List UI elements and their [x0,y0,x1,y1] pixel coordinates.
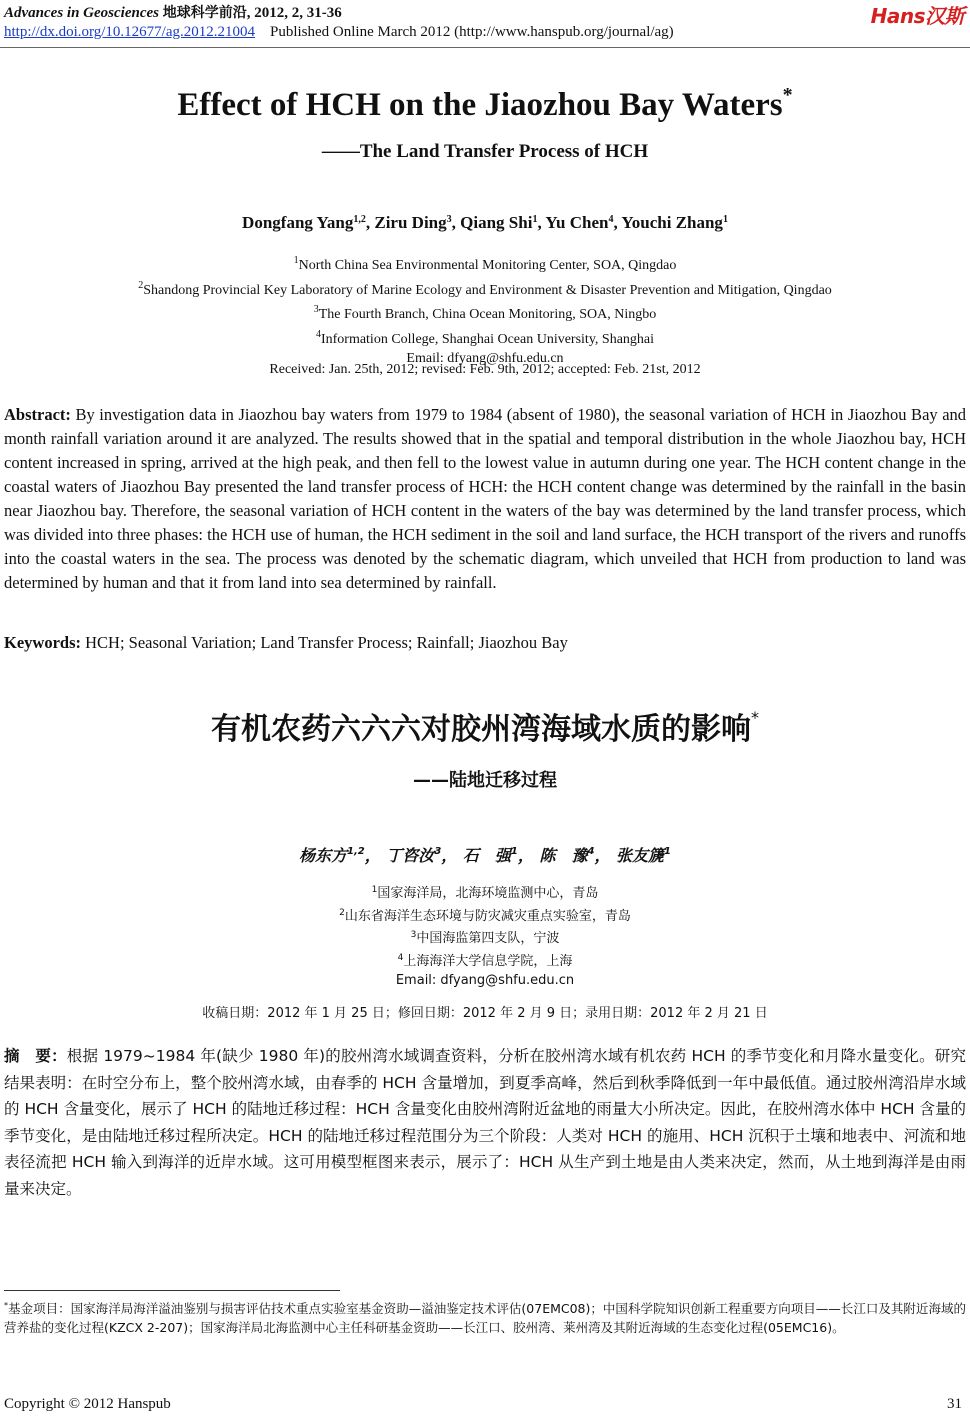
title-zh-text: 有机农药六六六对胶州湾海域水质的影响 [211,712,751,747]
author-separator: , [365,213,375,232]
title-en-mark: * [782,84,793,106]
keywords-en [4,633,966,653]
affiliation-line: $^3$中国海监第四支队，宁波 [410,930,560,946]
publisher-logo: Hans汉斯 [870,4,964,28]
author-affiliation: 1,2 [353,214,366,225]
affiliation-line: $^2$Shandong Provincial Key Laboratory of Marine Ecology and Environment & Disaster Prevention and Mitigation, Qingdao [138,279,832,298]
keywords-label: Keywords: [4,633,81,652]
affiliation-line: $^1$North China Sea Environmental Monitoring Center, SOA, Qingdao [293,255,677,273]
author-separator: , [613,213,622,232]
footnote-mark: * [4,1301,8,1310]
email-zh[interactable]: Email: dfyang@shfu.edu.cn [395,973,575,988]
affiliations-zh [0,881,970,991]
copyright: Copyright © 2012 Hanspub [4,1396,171,1412]
author-affiliation: 4 [608,214,614,225]
authors-zh: 杨东方$^{1,2}$， 丁咨汝$^3$， 石 强$^1$， 陈 豫$^4$， 张友篪$^1$ [298,846,672,865]
paper-subtitle-zh: ——陆地迁移过程 [413,770,557,791]
abstract-text: By investigation data in Jiaozhou bay waters from 1979 to 1984 (absent of 1980), the seasonal variation of HCH in Jiaozhou Bay and month rainfall variation around it are analyzed. The results showed that in the spatial and temporal distribution in the whole Jiaozhou bay, HCH content increased in spring, arrived at the high peak, and then fell to the lowest value in autumn during one year. The HCH content change in the coastal waters of Jiaozhou Bay presented the land transfer process of HCH: the HCH content change was determined by the rainfall in the basin near Jiaozhou bay. Therefore, the seasonal variation of HCH content in the waters of the bay was determined by the land transfer process, which was divided into three phases: the HCH use of human, the HCH sediment in the soil and land surface, the HCH transport of the rivers and runoffs into the coastal waters in the sea. The process was denoted by the schematic diagram, which unveiled that HCH from production to land was determined by human and that it from land into sea determined by rainfall. [4,405,967,592]
author-name: Qiang Shi [460,213,533,232]
journal-header [4,2,342,22]
affiliation-line: $^4$上海海洋大学信息学院，上海 [397,952,573,969]
author-name: Youchi Zhang [621,213,723,232]
title-en-text: Effect of HCH on the Jiaozhou Bay Waters [177,87,783,123]
abstract-zh [4,1043,966,1202]
author-name: 丁咨汝 [386,846,435,865]
received-dates-en: Received: Jan. 25th, 2012; revised: Feb. 9th, 2012; accepted: Feb. 21st, 2012 [269,362,701,377]
affiliation-line: $^1$国家海洋局，北海环境监测中心，青岛 [371,885,599,901]
keywords-text: HCH; Seasonal Variation; Land Transfer Process; Rainfall; Jiaozhou Bay [85,633,568,652]
author-name: 陈 豫 [539,846,588,865]
footnote-text: 基金项目：国家海洋局海洋溢油鉴别与损害评估技术重点实验室基金资助—溢油鉴定技术评估(07EMC08)；中国科学院知识创新工程重要方向项目——长江口及其附近海域的营养盐的变化过程(KZCX 2-207)；国家海洋局北海监测中心主任科研基金资助——长江口、胶州湾、莱州湾及其附近海域的生态变化过程(05EMC16)。 [4,1301,966,1335]
affiliations-en [0,251,970,369]
author-separator: , [537,213,546,232]
paper-title-zh [0,704,970,748]
affiliation-line: $^3$The Fourth Branch, China Ocean Monitoring, SOA, Ningbo [313,304,657,322]
author-name: Yu Chen [545,213,609,232]
page-number: 31 [947,1396,962,1412]
affiliation-line: $^2$山东省海洋生态环境与防灾减灾重点实验室，青岛 [339,907,631,924]
author-name: Ziru Ding [374,213,447,232]
author-name: Dongfang Yang [242,213,354,232]
email-en[interactable]: Email: dfyang@shfu.edu.cn [406,351,564,366]
author-name: 张友篪 [616,846,665,865]
author-affiliation: 1 [532,214,538,225]
funding-footnote [4,1296,966,1337]
doi-link[interactable]: http://dx.doi.org/10.12677/ag.2012.21004 [4,24,255,40]
affiliation-line: $^4$Information College, Shanghai Ocean University, Shanghai [315,328,655,347]
received-dates-zh: 收稿日期：2012 年 1 月 25 日；修回日期：2012 年 2 月 9 日；录用日期：2012 年 2 月 21 日 [202,1006,768,1021]
author-name: 石 强 [462,846,511,865]
journal-name-cn: 地球科学前沿 [162,5,247,21]
abstract-label: Abstract: [4,405,71,424]
volume-info: , 2012, 2, 31-36 [246,5,342,21]
paper-title-en [0,84,970,124]
author-separator: , [451,213,461,232]
title-zh-mark: * [751,708,759,727]
author-name: 杨东方 [298,846,347,865]
author-affiliation: 1 [722,214,728,225]
published-info: Published Online March 2012 (http://www.hanspub.org/journal/ag) [269,24,674,40]
authors-en [0,213,970,233]
abstract-en [4,403,966,595]
abstract-zh-label: 摘 要： [4,1047,67,1065]
footnote-divider [4,1290,340,1291]
author-affiliation: 3 [446,214,452,225]
abstract-zh-text: 根据 1979~1984 年(缺少 1980 年)的胶州湾水域调查资料，分析在胶州湾水域有机农药 HCH 的季节变化和月降水量变化。研究结果表明：在时空分布上，整个胶州湾水域，由春季的 HCH 含量增加，到夏季高峰，然后到秋季降低到一年中最低值。通过胶州湾沿岸水域的 HCH 含量变化，展示了 HCH 的陆地迁移过程：HCH 含量变化由胶州湾附近盆地的雨量大小所决定。因此，在胶州湾水体中 HCH 含量的季节变化，是由陆地迁移过程所决定。HCH 的陆地迁移过程范围分为三个阶段：人类对 HCH 的施用、HCH 沉积于土壤和地表中、河流和地表径流把 HCH 输入到海洋的近岸水域。这可用模型框图来表示，展示了：HCH 从生产到土地是由人类来决定，然而，从土地到海洋是由雨量来决定。 [4,1047,966,1198]
doi-line [4,24,674,41]
header-divider [0,47,970,48]
journal-name: Advances in Geosciences [4,5,159,21]
paper-subtitle-en: ——The Land Transfer Process of HCH [321,141,649,162]
